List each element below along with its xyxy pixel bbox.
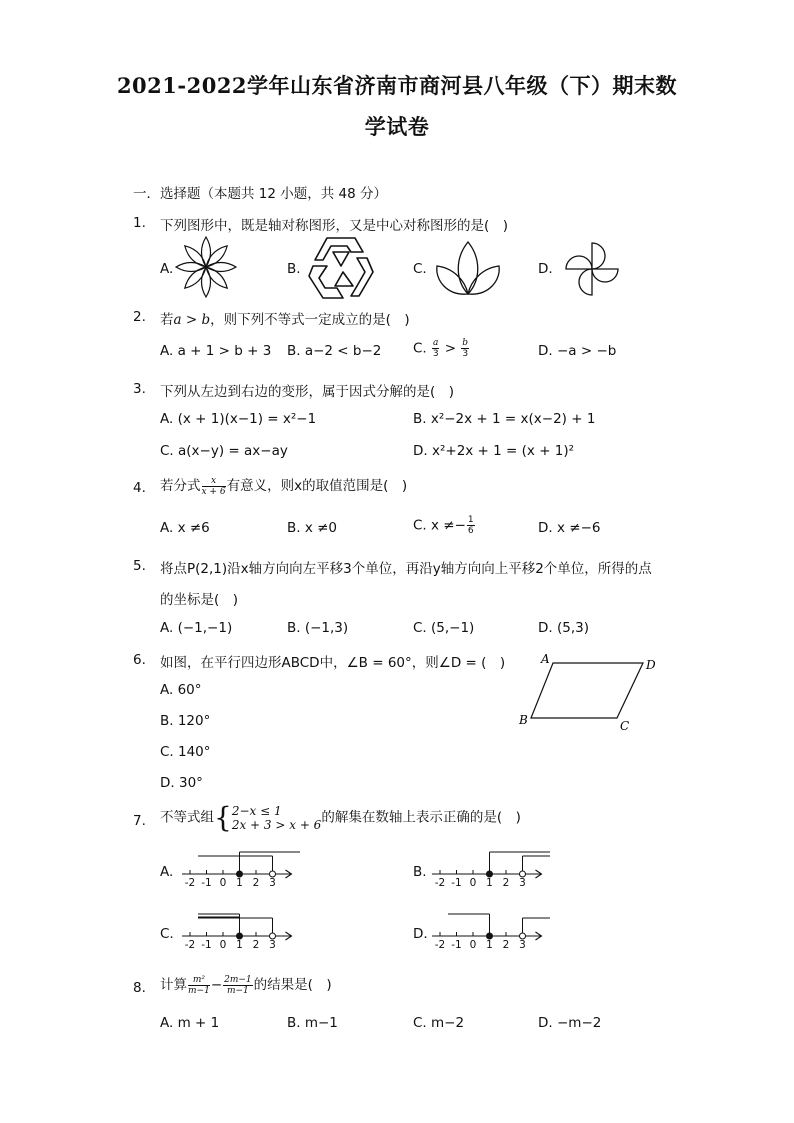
q4-option-b: B. x ≠0 [287, 520, 338, 536]
q6-number: 6. [133, 652, 146, 668]
q8-option-b: B. m−1 [287, 1015, 338, 1031]
parallelogram-shape [531, 663, 643, 718]
q8-stem-pre: 计算 [160, 977, 187, 993]
axis-tick-label: 1 [236, 939, 243, 951]
axis-tick-label: 0 [469, 877, 477, 889]
q8-stem-post: 的结果是( ) [253, 977, 332, 993]
q1-option-d-label: D. [538, 261, 553, 277]
axis-tick-label: -2 [184, 939, 196, 951]
axis-tick-label: 1 [486, 939, 493, 951]
q2-number: 2. [133, 309, 146, 325]
axis-tick-label: -2 [434, 877, 446, 889]
q7-number-line-a [180, 848, 305, 890]
q8-number: 8. [133, 980, 146, 996]
axis-tick-label: -2 [184, 877, 196, 889]
q4-stem [160, 474, 407, 497]
axis-tick-label: -1 [451, 877, 462, 889]
axis-tick-label: 2 [502, 877, 510, 889]
q2-stem [160, 308, 410, 328]
q7-number-line-c [180, 910, 305, 952]
q7-option-d-label: D. [413, 926, 428, 942]
q8-option-d: D. −m−2 [538, 1015, 602, 1031]
hollow-point [520, 933, 526, 939]
q1-option-c-label: C. [413, 261, 427, 277]
axis-tick-label: 2 [252, 877, 260, 889]
q6-option-b: B. 120° [160, 713, 211, 729]
q4-option-c-prefix: C. x ≠− [413, 517, 466, 534]
q2-option-c-gt: > [444, 340, 456, 357]
q2-option-c-prefix: C. [413, 340, 427, 357]
q5-option-d: D. (5,3) [538, 620, 589, 636]
hollow-point [270, 871, 276, 877]
q6-stem: 如图，在平行四边形ABCD中，∠B = 60°，则∠D = ( ) [160, 655, 506, 671]
q6-option-a: A. 60° [160, 682, 202, 698]
q4-stem-frac: $\frac{x}{x + 6}$ [201, 475, 226, 497]
q8-frac-2: $\frac{2m-1}{m-1}$ [224, 974, 252, 996]
axis-tick-label: 3 [519, 877, 526, 889]
q3-option-b: B. x²−2x + 1 = x(x−2) + 1 [413, 411, 596, 427]
page-title-line2: 学试卷 [364, 114, 430, 139]
axis-tick-label: 0 [219, 939, 227, 951]
q7-number: 7. [133, 813, 146, 829]
q7-stem-post: 的解集在数轴上表示正确的是( ) [321, 809, 521, 826]
q1-option-a-label: A. [160, 261, 174, 277]
q8-frac-1: $\frac{\text{m²}}{m-1}$ [188, 974, 210, 996]
q6-parallelogram-figure [515, 650, 665, 736]
axis-tick-label: -1 [451, 939, 462, 951]
page-title-line1: 2021-2022学年山东省济南市商河县八年级（下）期末数 [116, 73, 678, 98]
q5-number: 5. [133, 558, 146, 574]
q7-stem-pre: 不等式组 [160, 809, 214, 826]
q5-stem-line2: 的坐标是( ) [160, 592, 239, 608]
solid-point [237, 933, 243, 939]
q3-stem: 下列从左边到右边的变形，属于因式分解的是( ) [160, 384, 455, 400]
q6-option-d: D. 30° [160, 775, 203, 791]
vertex-label-a: A [541, 652, 550, 666]
q8-option-c: C. m−2 [413, 1015, 465, 1031]
q4-number: 4. [133, 480, 146, 496]
axis-tick-label: 0 [469, 939, 477, 951]
q5-option-c: C. (5,−1) [413, 620, 475, 636]
q4-option-d: D. x ≠−6 [538, 520, 601, 536]
axis-tick-label: 0 [219, 877, 227, 889]
axis-tick-label: 2 [502, 939, 510, 951]
q7-system: 2−x ≤ 1 2x + 3 > x + 6 [231, 803, 322, 832]
q5-stem-line1: 将点P(2,1)沿x轴方向向左平移3个单位，再沿y轴方向向上平移2个单位，所得的点 [160, 561, 652, 577]
q8-minus: − [210, 977, 223, 993]
hollow-point [520, 871, 526, 877]
axis-tick-label: 1 [236, 877, 243, 889]
axis-tick-label: -1 [201, 877, 212, 889]
q2-stem-post: ，则下列不等式一定成立的是( ) [210, 312, 410, 328]
q4-stem-post: 有意义，则x的取值范围是( ) [226, 478, 408, 494]
q1-figure-b-recycle-icon [307, 236, 375, 300]
vertex-label-b: B [519, 713, 528, 727]
vertex-label-c: C [620, 719, 630, 733]
q3-number: 3. [133, 381, 146, 397]
q2-option-d: D. −a > −b [538, 343, 617, 359]
q1-stem: 下列图形中，既是轴对称图形，又是中心对称图形的是( ) [160, 218, 509, 234]
q7-option-c-label: C. [160, 926, 174, 942]
q6-option-c: C. 140° [160, 744, 211, 760]
q1-option-b-label: B. [287, 261, 301, 277]
hollow-point [270, 933, 276, 939]
q1-figure-a-flower-icon [178, 237, 234, 297]
q2-option-a: A. a + 1 > b + 3 [160, 343, 272, 359]
q1-figure-d-pinwheel-icon [564, 241, 620, 297]
q4-option-c-frac: $\frac{1}{6}$ [467, 515, 474, 536]
q2-stem-pre: 若 [160, 312, 174, 328]
q4-stem-pre: 若分式 [160, 478, 201, 494]
solid-point [487, 871, 493, 877]
q3-option-d: D. x²+2x + 1 = (x + 1)² [413, 443, 575, 459]
q2-option-b: B. a−2 < b−2 [287, 343, 382, 359]
q7-option-b-label: B. [413, 864, 427, 880]
solid-point [487, 933, 493, 939]
q7-number-line-d [430, 910, 555, 952]
q4-option-a: A. x ≠6 [160, 520, 210, 536]
q7-number-line-b [430, 848, 555, 890]
q8-stem [160, 973, 332, 996]
axis-tick-label: -2 [434, 939, 446, 951]
q2-option-c-frac-a: $\frac{a}{3}$ [432, 338, 439, 359]
q2-option-c [413, 338, 470, 359]
q8-option-a: A. m + 1 [160, 1015, 220, 1031]
q3-option-c: C. a(x−y) = ax−ay [160, 443, 288, 459]
q2-stem-math: a > b [173, 312, 211, 328]
q7-option-a-label: A. [160, 864, 174, 880]
q3-option-a: A. (x + 1)(x−1) = x²−1 [160, 411, 317, 427]
q5-option-a: A. (−1,−1) [160, 620, 233, 636]
q7-stem: 不等式组{ 2−x ≤ 1 2x + 3 > x + 6 的解集在数轴上表示正确的是( ) [160, 801, 521, 834]
q2-option-c-frac-b: $\frac{b}{3}$ [462, 338, 469, 359]
solid-point [237, 871, 243, 877]
axis-tick-label: 3 [269, 877, 276, 889]
q4-option-c [413, 515, 476, 536]
axis-tick-label: 3 [269, 939, 276, 951]
q1-number: 1. [133, 215, 146, 231]
q5-option-b: B. (−1,3) [287, 620, 349, 636]
section-heading: 一．选择题（本题共 12 小题，共 48 分） [133, 186, 388, 202]
axis-tick-label: 3 [519, 939, 526, 951]
vertex-label-d: D [646, 658, 656, 672]
axis-tick-label: 1 [486, 877, 493, 889]
q1-figure-c-lotus-icon [433, 240, 503, 298]
axis-tick-label: -1 [201, 939, 212, 951]
axis-tick-label: 2 [252, 939, 260, 951]
